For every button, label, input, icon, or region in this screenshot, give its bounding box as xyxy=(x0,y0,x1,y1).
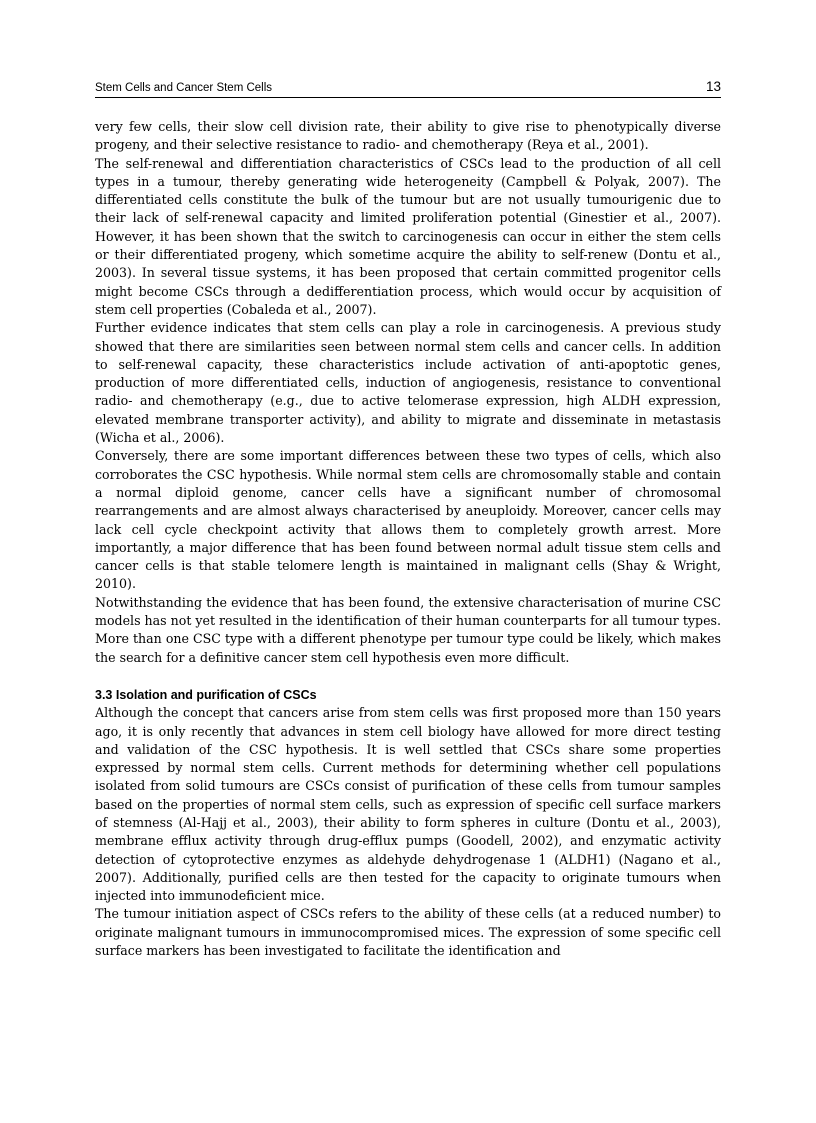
paragraph: The self-renewal and differentiation characteristics of CSCs lead to the production of all cell types in a tumour, thereby generating wide heterogeneity (Campbell & Polyak, 2007). The differentiated cells constitute the bulk of the tumour but are not usually tumourigenic due to their lack of self-renewal capacity and limited proliferation potential (Ginestier et al., 2007). However, it has been shown that the switch to carcinogenesis can occur in either the stem cells or their differentiated progeny, which sometime acquire the ability to self-renew (Dontu et al., 2003). In several tissue systems, it has been proposed that certain committed progenitor cells might become CSCs through a dedifferentiation process, which would occur by acquisition of stem cell properties (Cobaleda et al., 2007). xyxy=(95,155,721,317)
running-header xyxy=(95,78,721,98)
page-number: 13 xyxy=(705,79,721,94)
page-body xyxy=(95,118,721,960)
running-title: Stem Cells and Cancer Stem Cells xyxy=(95,82,273,94)
paragraph: Further evidence indicates that stem cells can play a role in carcinogenesis. A previous study showed that there are similarities seen between normal stem cells and cancer cells. In addition to self-renewal capacity, these characteristics include activation of anti-apoptotic genes, production of more differentiated cells, induction of angiogenesis, resistance to conventional radio- and chemotherapy (e.g., due to active telomerase expression, high ALDH expression, elevated membrane transporter activity), and ability to migrate and disseminate in metastasis (Wicha et al., 2006). xyxy=(95,320,721,446)
paragraph: The tumour initiation aspect of CSCs refers to the ability of these cells (at a reduced number) to originate malignant tumours in immunocompromised mices. The expression of some specific cell surface markers has been investigated to facilitate the identification and xyxy=(95,906,721,959)
paragraph: Although the concept that cancers arise from stem cells was first proposed more than 150 years ago, it is only recently that advances in stem cell biology have allowed for more direct testing and validation of the CSC hypothesis. It is well settled that CSCs share some properties expressed by normal stem cells. Current methods for determining whether cell populations isolated from solid tumours are CSCs consist of purification of these cells from tumour samples based on the properties of normal stem cells, such as expression of specific cell surface markers of stemness (Al-Hajj et al., 2003), their ability to form spheres in culture (Dontu et al., 2003), membrane efflux activity through drug-efflux pumps (Goodell, 2002), and enzymatic activity detection of cytoprotective enzymes as aldehyde dehydrogenase 1 (ALDH1) (Nagano et al., 2007). Additionally, purified cells are then tested for the capacity to originate tumours when injected into immunodeficient mice. xyxy=(95,705,721,904)
paragraph: very few cells, their slow cell division rate, their ability to give rise to phenotypically diverse progeny, and their selective resistance to radio- and chemotherapy (Reya et al., 2001). xyxy=(95,119,721,153)
paragraph: Conversely, there are some important differences between these two types of cells, which also corroborates the CSC hypothesis. While normal stem cells are chromosomally stable and contain a normal diploid genome, cancer cells have a significant number of chromosomal rearrangements and are almost always characterised by aneuploidy. Moreover, cancer cells may lack cell cycle checkpoint activity that allows them to completely growth arrest. More importantly, a major difference that has been found between normal adult tissue stem cells and cancer cells is that stable telomere length is maintained in malignant cells (Shay & Wright, 2010). xyxy=(95,448,721,592)
section-heading: 3.3 Isolation and purification of CSCs xyxy=(95,687,317,702)
paragraph: Notwithstanding the evidence that has been found, the extensive characterisation of murine CSC models has not yet resulted in the identification of their human counterparts for all tumour types. More than one CSC type with a different phenotype per tumour type could be likely, which makes the search for a definitive cancer stem cell hypothesis even more difficult. xyxy=(95,594,721,665)
